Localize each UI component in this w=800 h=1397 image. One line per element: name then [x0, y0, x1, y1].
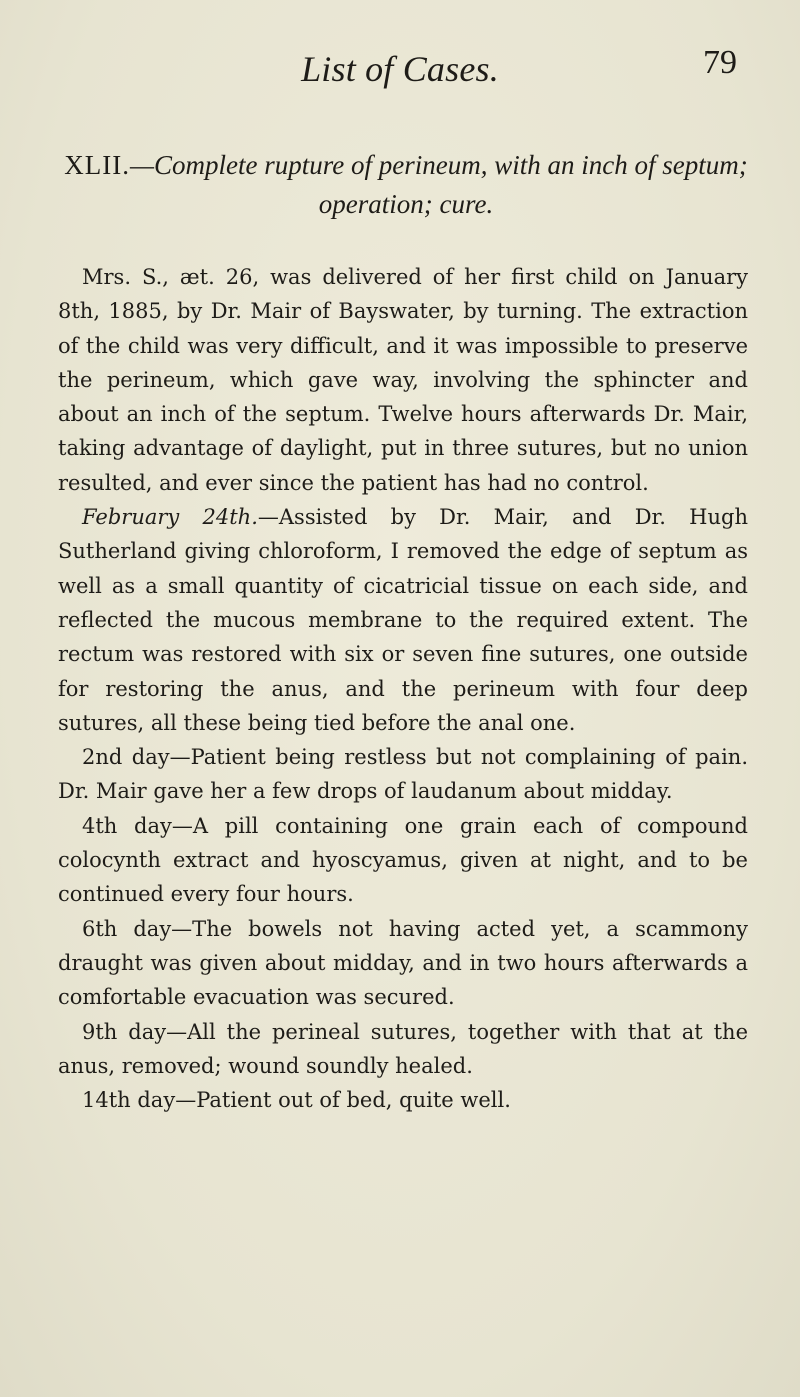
- paragraph-text: 6th day—The bowels not having acted yet, a scammony draught was given about midday, and in two hours afterwards a comfortable evacuation was secured.: [58, 916, 748, 1010]
- paragraph-text: Mrs. S., æt. 26, was delivered of her first child on January 8th, 1885, by Dr. Mair of Bayswater, by turning. The extraction of the child was very difficult, and it was impossible to preserve the perineum, which gave way, involving the sphincter and about an inch of the septum. Twelve hours afterwards Dr. Mair, taking advantage of daylight, put in three sutures, but no union resulted, and ever since the patient has had no control.: [58, 265, 748, 495]
- paragraph-day-4: [58, 809, 748, 912]
- paragraph-text: 14th day—Patient out of bed, quite well.: [82, 1088, 511, 1113]
- paragraph-lead: February 24th.: [82, 505, 258, 530]
- running-title: List of Cases.: [301, 49, 499, 89]
- paragraph-text: 2nd day—Patient being restless but not complaining of pain. Dr. Mair gave her a few drops of laudanum about midday.: [58, 745, 748, 804]
- case-title: —Complete rupture of perineum, with an inch of septum; operation; cure.: [130, 150, 748, 219]
- case-body: [58, 260, 748, 1117]
- paragraph-text: 9th day—All the perineal sutures, together with that at the anus, removed; wound soundly healed.: [58, 1019, 748, 1078]
- paragraph-history: [58, 260, 748, 500]
- paragraph-day-6: [58, 912, 748, 1015]
- paragraph-text: —Assisted by Dr. Mair, and Dr. Hugh Sutherland giving chloroform, I removed the edge of septum as well as a small quantity of cicatricial tissue on each side, and reflected the mucous membrane to the required extent. The rectum was restored with six or seven fine sutures, one outside for restoring the anus, and the perineum with four deep sutures, all these being tied before the anal one.: [58, 505, 748, 735]
- paragraph-operation: [58, 500, 748, 740]
- paragraph-day-2: [58, 740, 748, 809]
- paragraph-day-9: [58, 1015, 748, 1084]
- paragraph-day-14: [58, 1083, 748, 1117]
- case-heading: [56, 146, 756, 224]
- case-number: XLII.: [64, 150, 131, 180]
- paragraph-text: 4th day—A pill containing one grain each of compound colocynth extract and hyoscyamus, given at night, and to be continued every four hours.: [58, 813, 748, 907]
- page-number: 79: [703, 44, 737, 81]
